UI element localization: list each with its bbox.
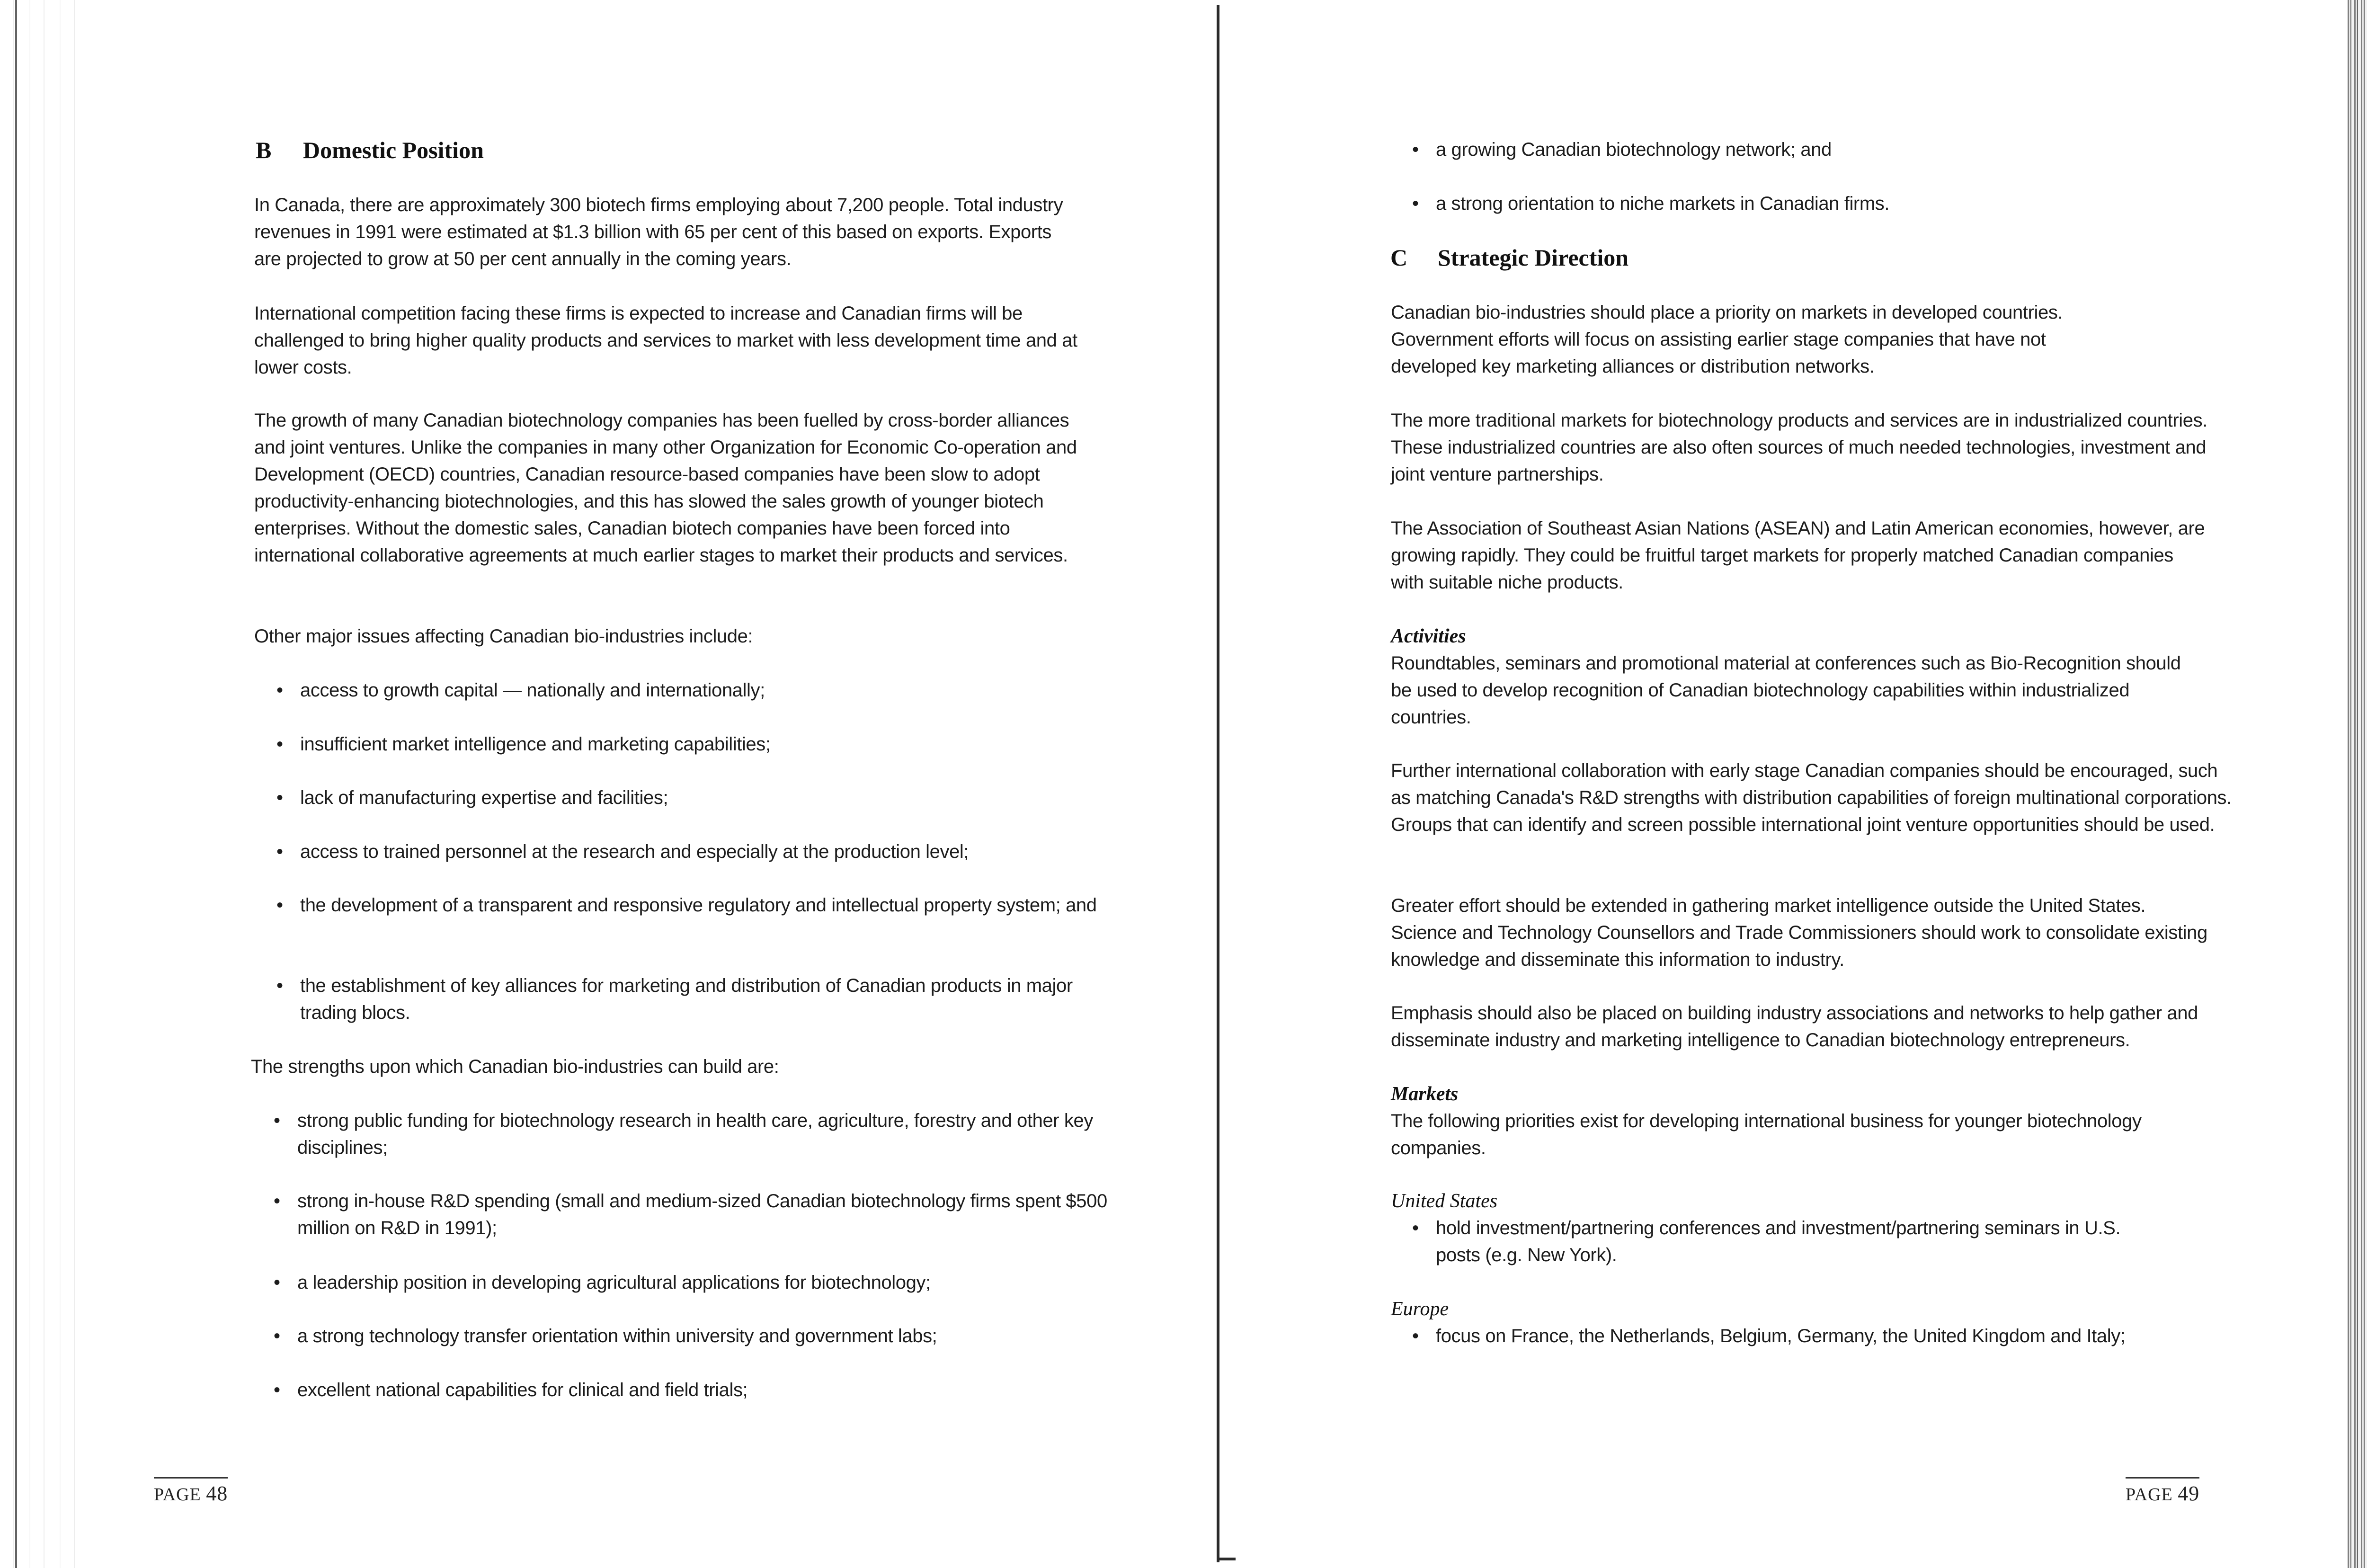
section-title: Strategic Direction (1438, 244, 1629, 271)
markets-heading: Markets (1391, 1083, 1459, 1105)
paragraph: In Canada, there are approximately 300 biotech firms employing about 7,200 people. Total industry revenues in 1991 were estimated at $1.3 billion with 65 per cent of this based on exports. Exports are projected to grow at 50 per cent annually in the coming years. (254, 195, 1063, 269)
list-item: • insufficient market intelligence and marketing capabilities; (276, 731, 1114, 758)
activities-heading: Activities (1391, 625, 1466, 647)
list-item: • access to growth capital — nationally and internationally; (276, 677, 1114, 704)
paragraph: The growth of many Canadian biotechnology companies has been fuelled by cross-border alliances and joint ventures. Unlike the companies in many other Organization for Economic Co-operation and Development (OECD) countries, Canadian resource-based companies have been slow to adopt productivity-enhancing biotechnologies, and this has slowed the sales growth of younger biotech enterprises. Without the domestic sales, Canadian biotech companies have been forced into international collaborative agreements at much earlier stages to market their products and services. (254, 410, 1077, 566)
list-item: • a growing Canadian biotechnology network; and (1412, 136, 2264, 163)
united-states-heading: United States (1391, 1190, 1498, 1212)
paragraph: Further international collaboration with early stage Canadian companies should be encouraged, such as matching Canada's R&D strengths with distribution capabilities of foreign multinational corporations. Groups that can identify and screen possible international joint venture opportunities should be used. (1391, 760, 2232, 835)
list-item: • access to trained personnel at the research and especially at the production level; (276, 838, 1114, 865)
paragraph: The more traditional markets for biotechnology products and services are in industrialized countries. These industrialized countries are also often sources of much needed technologies, investment and joint venture partnerships. (1391, 410, 2207, 485)
page-number (154, 1477, 228, 1506)
issues-intro: Other major issues affecting Canadian bio-industries include: (254, 626, 753, 647)
list-item: • strong public funding for biotechnology research in health care, agriculture, forestry and other key disciplines; (274, 1107, 1112, 1161)
europe-heading: Europe (1391, 1298, 1449, 1320)
paragraph: Greater effort should be extended in gathering market intelligence outside the United States. Science and Technology Counsellors and Trade Commissioners should work to consolidate existing knowledge and disseminate this information to industry. (1391, 895, 2207, 970)
list-item: • strong in-house R&D spending (small and medium-sized Canadian biotechnology firms spent $500 million on R&D in 1991); (274, 1188, 1112, 1242)
section-heading-strategic-direction (1390, 244, 1628, 271)
list-item: • a strong orientation to niche markets in Canadian firms. (1412, 190, 2264, 217)
list-item: • focus on France, the Netherlands, Belgium, Germany, the United Kingdom and Italy; (1412, 1323, 2288, 1350)
list-item: • excellent national capabilities for clinical and field trials; (274, 1377, 1112, 1404)
paragraph: Canadian bio-industries should place a priority on markets in developed countries. Government efforts will focus on assisting earlier stage companies that have not developed key marketing alliances or distribution networks. (1391, 302, 2063, 377)
paragraph: Roundtables, seminars and promotional material at conferences such as Bio-Recognition should be used to develop recognition of Canadian biotechnology capabilities within industrialized countries. (1391, 653, 2181, 728)
right-page (1226, 0, 2367, 1568)
page-label: PAGE (154, 1485, 201, 1505)
list-item: • lack of manufacturing expertise and facilities; (276, 784, 1114, 811)
section-letter: B (256, 137, 272, 163)
book-spine (1217, 5, 1219, 1562)
list-item: • a leadership position in developing agricultural applications for biotechnology; (274, 1269, 1112, 1296)
list-item: • the development of a transparent and responsive regulatory and intellectual property system; and (276, 892, 1114, 919)
page-label: PAGE (2126, 1485, 2173, 1505)
markets-intro: The following priorities exist for developing international business for younger biotechnology companies. (1391, 1111, 2142, 1158)
section-letter: C (1390, 244, 1408, 271)
page-number-value: 48 (206, 1482, 228, 1505)
page-number (2126, 1477, 2199, 1506)
section-title: Domestic Position (303, 137, 484, 163)
paragraph: Emphasis should also be placed on building industry associations and networks to help gather and disseminate industry and marketing intelligence to Canadian biotechnology entrepreneurs. (1391, 1003, 2198, 1051)
list-item: • the establishment of key alliances for marketing and distribution of Canadian products in major trading blocs. (276, 972, 1114, 1026)
paragraph: The Association of Southeast Asian Nations (ASEAN) and Latin American economies, however, are growing rapidly. They could be fruitful target markets for properly matched Canadian companies with suitable niche products. (1391, 518, 2205, 593)
list-item: • hold investment/partnering conferences and investment/partnering seminars in U.S. posts (e.g. New York). (1412, 1215, 2132, 1269)
section-heading-domestic-position (256, 136, 484, 164)
list-item: • a strong technology transfer orientation within university and government labs; (274, 1323, 1112, 1350)
strengths-intro: The strengths upon which Canadian bio-industries can build are: (251, 1056, 779, 1077)
page-number-value: 49 (2178, 1482, 2200, 1505)
paragraph: International competition facing these firms is expected to increase and Canadian firms will be challenged to bring higher quality products and services to market with less development time and at lower costs. (254, 303, 1077, 378)
